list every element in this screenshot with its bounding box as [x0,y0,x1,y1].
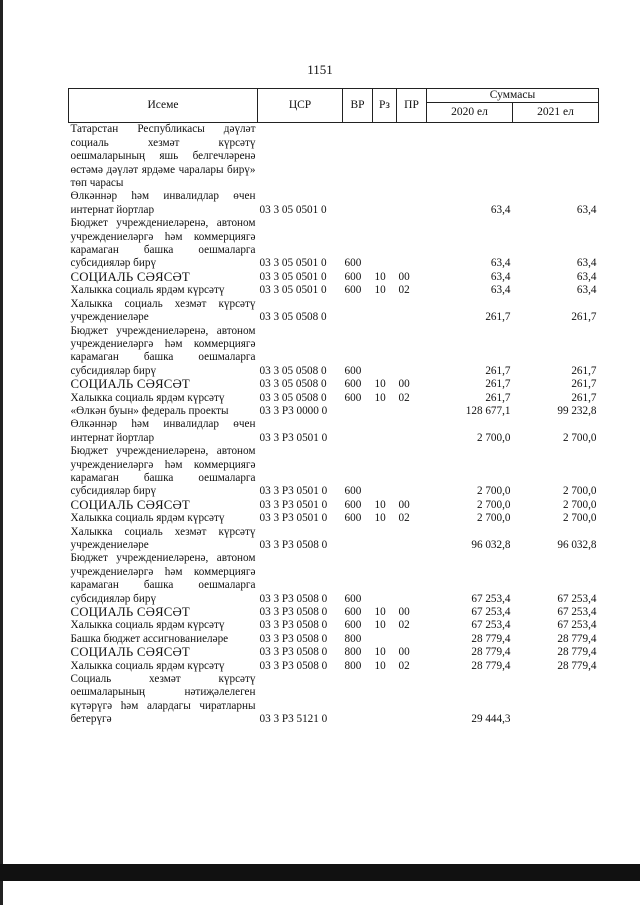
table-row [69,123,599,191]
row-amount-2021: 2 700,0 [562,431,597,444]
row-vr: 800 [344,659,362,672]
row-name: СОЦИАЛЬ СӘЯСӘТ [70,605,190,620]
row-rz [373,445,397,499]
table-row [69,284,599,297]
table-row [69,633,599,646]
row-name: Халыкка социаль хезмәт күрсәтү учреждениеләре [70,525,256,551]
table-row [69,378,599,391]
row-name: Халыкка социаль ярдәм күрсәтү [70,619,225,632]
table-row [69,445,599,499]
row-vr [343,298,373,325]
row-amount-2020: 261,7 [485,364,511,377]
row-csr-code: 03 3 P3 0000 0 [259,404,328,417]
row-amount-2021: 63,4 [576,257,597,270]
row-name: Татарстан Республикасы дәүләт социаль хезмәт күрсәтү оешмаларының яшь белгечләренә өстәмә дәүләт ярдәме чаралары бирү» төп чарасы [70,123,256,190]
row-rz [373,405,397,418]
row-amount-2020: 261,7 [485,391,511,404]
row-amount-2021: 63,4 [576,284,597,297]
row-amount-2020: 2 700,0 [476,512,511,525]
row-amount-2021: 261,7 [571,391,597,404]
row-pr: 02 [398,619,410,632]
row-vr: 600 [344,284,362,297]
row-pr: 02 [398,659,410,672]
row-vr: 600 [344,257,362,270]
row-amount-2021: 28 779,4 [557,646,597,659]
row-vr: 600 [344,606,362,619]
row-pr: 00 [398,270,410,283]
row-vr: 600 [344,364,362,377]
row-csr-code: 03 3 P3 0501 0 [259,498,328,511]
row-vr [343,673,373,727]
row-vr: 600 [344,592,362,605]
row-amount-2020: 28 779,4 [471,632,511,645]
scan-bottom-bar [0,864,640,881]
row-rz [373,418,397,445]
row-name: Бюджет учреждениеләренә, автоном учреждениеләргә һәм коммерциягә карамаган башка оешмаларга субсидияләр бирү [70,552,256,605]
row-rz: 10 [374,498,386,511]
table-row [69,673,599,727]
row-amount-2021: 2 700,0 [562,485,597,498]
row-amount-2020: 67 253,4 [471,619,511,632]
row-amount-2020: 128 677,1 [465,404,511,417]
row-vr [343,190,373,217]
row-name: СОЦИАЛЬ СӘЯСӘТ [70,269,190,284]
header-rz: Рз [373,89,397,123]
header-year-2020: 2020 ел [427,103,513,123]
row-pr: 02 [398,391,410,404]
row-amount-2021 [513,673,599,727]
row-amount-2020 [427,123,513,191]
row-vr: 800 [344,632,362,645]
row-amount-2020: 261,7 [485,311,511,324]
row-rz [373,526,397,553]
row-rz [373,123,397,191]
row-vr: 600 [344,498,362,511]
row-pr [397,673,427,727]
row-amount-2020: 2 700,0 [476,485,511,498]
row-vr: 600 [344,485,362,498]
row-name: Өлкәннәр һәм инвалидлар өчен интернат йортлар [70,418,256,444]
row-name: Социаль хезмәт күрсәтү оешмаларының нәтиҗәлелеген күтәрүгә һәм алардагы чиратларны бетерүгә [70,673,256,726]
row-amount-2021: 261,7 [571,364,597,377]
header-sums: Суммасы [427,89,599,103]
row-csr-code: 03 3 P3 0501 0 [259,431,328,444]
row-pr: 00 [398,378,410,391]
row-rz: 10 [374,646,386,659]
row-csr-code: 03 3 P3 0508 0 [259,606,328,619]
row-pr [397,217,427,271]
row-pr: 00 [398,498,410,511]
table-row [69,325,599,379]
row-pr [397,445,427,499]
row-name: СОЦИАЛЬ СӘЯСӘТ [70,377,190,392]
row-amount-2021: 63,4 [576,270,597,283]
row-amount-2020: 67 253,4 [471,606,511,619]
row-amount-2020: 63,4 [490,203,511,216]
row-name: Бюджет учреждениеләренә, автоном учреждениеләргә һәм коммерциягә карамаган башка оешмаларга субсидияләр бирү [70,324,256,377]
row-csr-code: 03 3 05 0508 0 [259,311,327,324]
row-vr: 600 [344,512,362,525]
row-csr-code: 03 3 P3 0508 0 [259,592,328,605]
row-amount-2020: 2 700,0 [476,498,511,511]
row-vr [343,526,373,553]
table-row [69,190,599,217]
table-row [69,271,599,284]
row-amount-2021: 261,7 [571,378,597,391]
row-pr: 02 [398,512,410,525]
row-csr-code: 03 3 P3 0508 0 [259,646,328,659]
row-amount-2020: 2 700,0 [476,431,511,444]
row-amount-2021: 67 253,4 [557,619,597,632]
row-name: Өлкәннәр һәм инвалидлар өчен интернат йортлар [70,190,256,216]
header-year-2021: 2021 ел [513,103,599,123]
header-pr: ПР [397,89,427,123]
table-row [69,552,599,606]
row-name: Халыкка социаль ярдәм күрсәтү [70,512,225,525]
row-amount-2020: 29 444,3 [471,713,511,726]
header-vr: ВР [343,89,373,123]
row-name: Башка бюджет ассигнованиеләре [70,632,229,645]
row-name: Халыкка социаль хезмәт күрсәтү учреждениеләре [70,297,256,324]
row-amount-2021: 2 700,0 [562,498,597,511]
header-csr: ЦСР [258,89,343,123]
row-csr-code: 03 3 05 0508 0 [259,364,327,377]
row-amount-2020: 28 779,4 [471,659,511,672]
row-amount-2021: 96 032,8 [557,539,597,551]
scan-left-edge [0,0,3,905]
table-row [69,646,599,659]
row-rz [373,325,397,379]
row-vr: 600 [344,619,362,632]
row-rz: 10 [374,284,386,297]
table-row [69,298,599,325]
row-amount-2020: 67 253,4 [471,592,511,605]
row-csr-code: 03 3 P3 0508 0 [259,619,328,632]
row-name: Бюджет учреждениеләренә, автоном учреждениеләргә һәм коммерциягә карамаган башка оешмаларга субсидияләр бирү [70,445,256,498]
row-amount-2020: 261,7 [485,378,511,391]
table-row [69,405,599,418]
row-vr [343,123,373,191]
row-pr [397,325,427,379]
row-pr [397,405,427,418]
row-vr [343,405,373,418]
row-rz: 10 [374,659,386,672]
row-rz [373,673,397,727]
row-pr [397,526,427,553]
row-amount-2020: 63,4 [490,284,511,297]
table-row [69,512,599,525]
row-amount-2021: 63,4 [576,203,597,216]
table-row [69,606,599,619]
row-name: Халыкка социаль ярдәм күрсәтү [70,284,225,297]
row-vr: 600 [344,378,362,391]
row-csr-code: 03 3 05 0501 0 [259,270,327,283]
row-csr-code: 03 3 05 0501 0 [259,284,327,297]
row-vr: 600 [344,270,362,283]
row-name: «Өлкән буын» федераль проекты [70,404,229,417]
row-rz [373,633,397,646]
row-name: СОЦИАЛЬ СӘЯСӘТ [70,645,190,660]
row-pr: 02 [398,284,410,297]
table-row [69,392,599,405]
table-row [69,660,599,673]
row-csr-code: 03 3 P3 0508 0 [259,659,328,672]
row-vr [343,418,373,445]
table-row [69,526,599,553]
row-pr [397,123,427,191]
row-amount-2020: 96 032,8 [471,539,511,551]
row-csr-code: 03 3 05 0501 0 [259,257,327,270]
row-amount-2021: 67 253,4 [557,606,597,619]
row-name: Халыкка социаль ярдәм күрсәтү [70,659,225,672]
row-rz: 10 [374,378,386,391]
table-body [69,123,599,727]
row-csr-code: 03 3 05 0508 0 [259,391,327,404]
row-pr [397,298,427,325]
row-csr-code: 03 3 P3 5121 0 [259,713,328,726]
row-rz [373,190,397,217]
row-vr: 800 [344,646,362,659]
budget-table [68,88,599,727]
row-rz: 10 [374,270,386,283]
row-pr: 00 [398,646,410,659]
row-rz: 10 [374,391,386,404]
row-amount-2020: 63,4 [490,270,511,283]
row-pr [397,190,427,217]
row-csr-code: 03 3 P3 0508 0 [259,632,328,645]
page-number: 1151 [307,62,333,77]
row-rz: 10 [374,606,386,619]
row-amount-2021: 28 779,4 [557,632,597,645]
row-amount-2020: 63,4 [490,257,511,270]
row-rz [373,217,397,271]
row-amount-2020: 28 779,4 [471,646,511,659]
row-pr: 00 [398,606,410,619]
row-csr-code: 03 3 P3 0501 0 [259,512,328,525]
row-rz: 10 [374,512,386,525]
row-name: СОЦИАЛЬ СӘЯСӘТ [70,497,190,512]
row-amount-2021: 2 700,0 [562,512,597,525]
table-row [69,619,599,632]
row-amount-2021: 67 253,4 [557,592,597,605]
table-row [69,418,599,445]
row-pr [397,633,427,646]
row-amount-2021: 99 232,8 [557,404,597,417]
table-row [69,217,599,271]
row-rz [373,298,397,325]
row-name: Бюджет учреждениеләренә, автоном учреждениеләргә һәм коммерциягә карамаган башка оешмаларга субсидияләр бирү [70,217,256,270]
row-csr-code: 03 3 05 0501 0 [259,203,327,216]
row-rz [373,552,397,606]
row-amount-2021: 261,7 [571,311,597,324]
row-vr: 600 [344,391,362,404]
row-rz: 10 [374,619,386,632]
row-csr-code: 03 3 P3 0508 0 [259,539,328,551]
row-csr-code: 03 3 P3 0501 0 [259,485,328,498]
row-amount-2021: 28 779,4 [557,659,597,672]
row-csr-code [258,123,343,191]
header-name: Исеме [69,89,258,123]
table-row [69,499,599,512]
row-csr-code: 03 3 05 0508 0 [259,378,327,391]
row-pr [397,418,427,445]
row-amount-2021 [513,123,599,191]
row-name: Халыкка социаль ярдәм күрсәтү [70,391,225,404]
row-pr [397,552,427,606]
